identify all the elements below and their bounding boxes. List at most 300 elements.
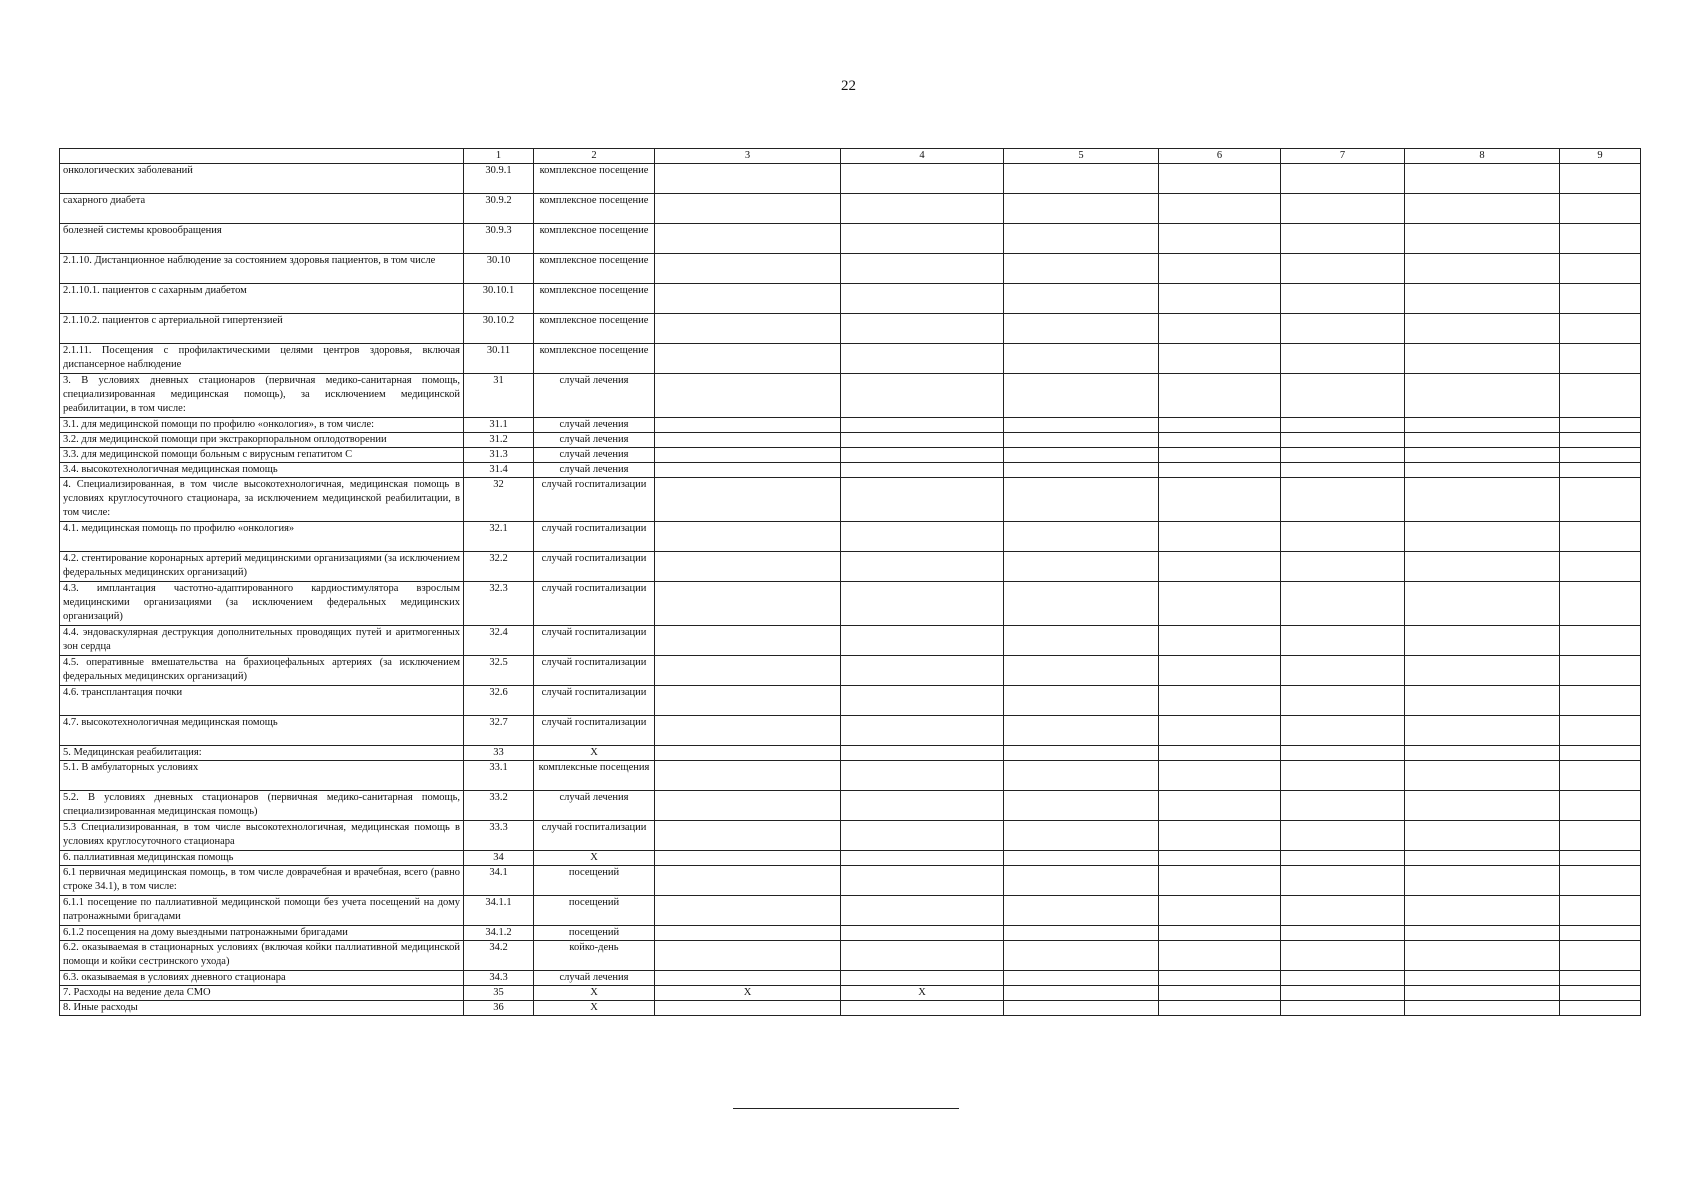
row-code: 32.7	[464, 716, 534, 746]
row-unit: случай госпитализации	[534, 716, 655, 746]
value-cell	[1159, 448, 1281, 463]
value-cell	[1560, 821, 1641, 851]
table-row	[60, 433, 1641, 448]
row-code: 32.6	[464, 686, 534, 716]
value-cell	[841, 164, 1004, 194]
value-cell	[655, 582, 841, 626]
table-row	[60, 746, 1641, 761]
value-cell	[1004, 971, 1159, 986]
value-cell	[1004, 791, 1159, 821]
row-unit: Х	[534, 746, 655, 761]
value-cell	[841, 656, 1004, 686]
header-cell: 1	[464, 149, 534, 164]
value-cell	[1159, 522, 1281, 552]
value-cell	[655, 626, 841, 656]
row-code: 32.4	[464, 626, 534, 656]
row-code: 30.10	[464, 254, 534, 284]
value-cell	[1004, 522, 1159, 552]
value-cell	[1281, 448, 1405, 463]
row-name: 5.3 Специализированная, в том числе высокотехнологичная, медицинская помощь в условиях круглосуточного стационара	[60, 821, 464, 851]
row-name: онкологических заболеваний	[60, 164, 464, 194]
row-unit: случай лечения	[534, 791, 655, 821]
value-cell	[1004, 746, 1159, 761]
value-cell	[841, 716, 1004, 746]
value-cell	[1560, 463, 1641, 478]
value-cell	[1159, 866, 1281, 896]
value-cell	[1004, 448, 1159, 463]
value-cell	[1405, 194, 1560, 224]
value-cell	[1159, 746, 1281, 761]
value-cell	[655, 761, 841, 791]
row-name: 2.1.10.1. пациентов с сахарным диабетом	[60, 284, 464, 314]
value-cell	[1405, 463, 1560, 478]
value-cell	[1004, 254, 1159, 284]
table-row	[60, 522, 1641, 552]
value-cell	[1405, 656, 1560, 686]
value-cell	[1159, 478, 1281, 522]
row-code: 31.2	[464, 433, 534, 448]
value-cell	[841, 1001, 1004, 1016]
row-name: 3.4. высокотехнологичная медицинская помощь	[60, 463, 464, 478]
value-cell	[1004, 626, 1159, 656]
row-name: болезней системы кровообращения	[60, 224, 464, 254]
value-cell	[1405, 344, 1560, 374]
value-cell	[1281, 194, 1405, 224]
row-name: 7. Расходы на ведение дела СМО	[60, 986, 464, 1001]
table-row	[60, 761, 1641, 791]
value-cell	[1004, 374, 1159, 418]
value-cell	[1159, 344, 1281, 374]
value-cell	[1560, 851, 1641, 866]
value-cell	[1281, 716, 1405, 746]
table-row	[60, 314, 1641, 344]
value-cell	[1405, 284, 1560, 314]
table-row	[60, 552, 1641, 582]
value-cell	[1560, 971, 1641, 986]
value-cell	[1560, 791, 1641, 821]
row-unit: комплексное посещение	[534, 164, 655, 194]
value-cell	[1159, 254, 1281, 284]
table-row	[60, 344, 1641, 374]
row-code: 33.3	[464, 821, 534, 851]
value-cell	[1405, 224, 1560, 254]
value-cell	[841, 941, 1004, 971]
value-cell	[1159, 194, 1281, 224]
value-cell	[841, 448, 1004, 463]
value-cell	[1281, 314, 1405, 344]
table-row	[60, 448, 1641, 463]
value-cell	[1560, 746, 1641, 761]
value-cell	[655, 552, 841, 582]
value-cell	[841, 971, 1004, 986]
value-cell	[1159, 284, 1281, 314]
value-cell	[1281, 851, 1405, 866]
value-cell	[1004, 418, 1159, 433]
value-cell	[1405, 971, 1560, 986]
table-row	[60, 626, 1641, 656]
value-cell	[1281, 686, 1405, 716]
table-row	[60, 194, 1641, 224]
value-cell	[1159, 821, 1281, 851]
header-row	[60, 149, 1641, 164]
row-unit: случай госпитализации	[534, 821, 655, 851]
value-cell	[1281, 254, 1405, 284]
value-cell	[1405, 418, 1560, 433]
value-cell	[1405, 866, 1560, 896]
row-code: 31.3	[464, 448, 534, 463]
table-row	[60, 821, 1641, 851]
row-name: 6. паллиативная медицинская помощь	[60, 851, 464, 866]
value-cell	[655, 344, 841, 374]
value-cell	[1004, 433, 1159, 448]
value-cell	[1281, 582, 1405, 626]
value-cell	[1281, 1001, 1405, 1016]
value-cell	[1159, 716, 1281, 746]
row-unit: Х	[534, 851, 655, 866]
table-row	[60, 1001, 1641, 1016]
row-code: 35	[464, 986, 534, 1001]
value-cell	[1159, 418, 1281, 433]
value-cell	[1159, 1001, 1281, 1016]
value-cell	[655, 314, 841, 344]
table-row	[60, 164, 1641, 194]
value-cell	[841, 746, 1004, 761]
table-row	[60, 986, 1641, 1001]
row-code: 34.1.2	[464, 926, 534, 941]
value-cell: Х	[655, 986, 841, 1001]
value-cell	[1281, 896, 1405, 926]
row-unit: случай лечения	[534, 463, 655, 478]
value-cell	[1281, 552, 1405, 582]
row-name: 6.3. оказываемая в условиях дневного стационара	[60, 971, 464, 986]
value-cell	[1281, 626, 1405, 656]
row-code: 30.9.1	[464, 164, 534, 194]
row-code: 34.2	[464, 941, 534, 971]
value-cell	[1560, 1001, 1641, 1016]
value-cell	[1004, 821, 1159, 851]
value-cell	[1281, 656, 1405, 686]
value-cell	[1159, 926, 1281, 941]
header-cell: 8	[1405, 149, 1560, 164]
value-cell	[1281, 986, 1405, 1001]
row-code: 34.3	[464, 971, 534, 986]
table-row	[60, 582, 1641, 626]
value-cell	[1281, 224, 1405, 254]
value-cell	[1405, 254, 1560, 284]
value-cell	[841, 194, 1004, 224]
table-row	[60, 971, 1641, 986]
row-code: 30.9.2	[464, 194, 534, 224]
header-cell: 4	[841, 149, 1004, 164]
value-cell	[655, 1001, 841, 1016]
row-unit: случай госпитализации	[534, 686, 655, 716]
value-cell	[655, 433, 841, 448]
table-row	[60, 851, 1641, 866]
value-cell	[1281, 433, 1405, 448]
value-cell	[1560, 582, 1641, 626]
row-unit: случай лечения	[534, 418, 655, 433]
value-cell	[1560, 626, 1641, 656]
value-cell	[1405, 716, 1560, 746]
value-cell	[655, 284, 841, 314]
value-cell	[655, 896, 841, 926]
value-cell	[1159, 463, 1281, 478]
value-cell	[1004, 194, 1159, 224]
row-unit: комплексные посещения	[534, 761, 655, 791]
value-cell	[1405, 761, 1560, 791]
row-name: 4.5. оперативные вмешательства на брахиоцефальных артериях (за исключением федеральных медицинских организаций)	[60, 656, 464, 686]
row-code: 31.1	[464, 418, 534, 433]
row-name: 2.1.10. Дистанционное наблюдение за состоянием здоровья пациентов, в том числе	[60, 254, 464, 284]
value-cell	[1281, 791, 1405, 821]
value-cell	[1281, 761, 1405, 791]
header-cell: 2	[534, 149, 655, 164]
row-name: сахарного диабета	[60, 194, 464, 224]
table-row	[60, 926, 1641, 941]
row-code: 32.1	[464, 522, 534, 552]
row-code: 31.4	[464, 463, 534, 478]
header-cell: 9	[1560, 149, 1641, 164]
row-name: 3. В условиях дневных стационаров (первичная медико-санитарная помощь, специализированная медицинская помощь), за исключением медицинской реабилитации, в том числе:	[60, 374, 464, 418]
value-cell	[1004, 941, 1159, 971]
value-cell	[1004, 552, 1159, 582]
value-cell	[1560, 896, 1641, 926]
row-unit: посещений	[534, 866, 655, 896]
row-unit: комплексное посещение	[534, 314, 655, 344]
value-cell	[1004, 716, 1159, 746]
value-cell	[1281, 746, 1405, 761]
value-cell	[1405, 686, 1560, 716]
value-cell	[1405, 164, 1560, 194]
value-cell	[841, 522, 1004, 552]
value-cell	[655, 791, 841, 821]
row-code: 31	[464, 374, 534, 418]
row-unit: случай госпитализации	[534, 522, 655, 552]
value-cell	[1405, 941, 1560, 971]
table-row	[60, 418, 1641, 433]
value-cell	[1159, 761, 1281, 791]
table-row	[60, 656, 1641, 686]
row-code: 34	[464, 851, 534, 866]
value-cell	[841, 926, 1004, 941]
value-cell	[1405, 552, 1560, 582]
header-cell: 5	[1004, 149, 1159, 164]
value-cell	[1560, 344, 1641, 374]
row-unit: посещений	[534, 926, 655, 941]
value-cell	[841, 686, 1004, 716]
row-name: 4.3. имплантация частотно-адаптированного кардиостимулятора взрослым медицинскими организациями (за исключением федеральных медицинских организаций)	[60, 582, 464, 626]
value-cell	[1405, 478, 1560, 522]
value-cell	[1004, 656, 1159, 686]
row-name: 6.1.1 посещение по паллиативной медицинской помощи без учета посещений на дому патронажными бригадами	[60, 896, 464, 926]
footnote-separator	[733, 1108, 959, 1109]
value-cell	[1281, 478, 1405, 522]
value-cell	[841, 761, 1004, 791]
value-cell	[1004, 582, 1159, 626]
value-cell	[1405, 986, 1560, 1001]
row-code: 36	[464, 1001, 534, 1016]
value-cell	[841, 374, 1004, 418]
row-name: 8. Иные расходы	[60, 1001, 464, 1016]
value-cell	[1560, 552, 1641, 582]
value-cell	[841, 284, 1004, 314]
row-code: 32	[464, 478, 534, 522]
value-cell	[1159, 851, 1281, 866]
row-unit: комплексное посещение	[534, 194, 655, 224]
value-cell	[1281, 971, 1405, 986]
value-cell	[841, 896, 1004, 926]
value-cell	[1405, 851, 1560, 866]
table-row	[60, 374, 1641, 418]
row-name: 6.2. оказываемая в стационарных условиях (включая койки паллиативной медицинской помощи и койки сестринского ухода)	[60, 941, 464, 971]
value-cell	[1560, 761, 1641, 791]
value-cell: Х	[841, 986, 1004, 1001]
value-cell	[841, 344, 1004, 374]
row-name: 3.1. для медицинской помощи по профилю «онкология», в том числе:	[60, 418, 464, 433]
table-row	[60, 254, 1641, 284]
row-unit: случай госпитализации	[534, 656, 655, 686]
value-cell	[1159, 552, 1281, 582]
value-cell	[1560, 418, 1641, 433]
value-cell	[841, 314, 1004, 344]
value-cell	[655, 478, 841, 522]
table-row	[60, 284, 1641, 314]
value-cell	[1405, 746, 1560, 761]
value-cell	[1004, 1001, 1159, 1016]
row-name: 6.1.2 посещения на дому выездными патронажными бригадами	[60, 926, 464, 941]
value-cell	[1560, 224, 1641, 254]
table-row	[60, 896, 1641, 926]
value-cell	[655, 851, 841, 866]
header-cell	[60, 149, 464, 164]
value-cell	[1159, 224, 1281, 254]
value-cell	[655, 463, 841, 478]
value-cell	[1281, 463, 1405, 478]
header-cell: 6	[1159, 149, 1281, 164]
value-cell	[1004, 896, 1159, 926]
row-unit: посещений	[534, 896, 655, 926]
value-cell	[841, 433, 1004, 448]
value-cell	[1004, 866, 1159, 896]
row-code: 34.1.1	[464, 896, 534, 926]
table-row	[60, 463, 1641, 478]
row-name: 5. Медицинская реабилитация:	[60, 746, 464, 761]
row-name: 4. Специализированная, в том числе высокотехнологичная, медицинская помощь в условиях круглосуточного стационара, за исключением медицинской реабилитации, в том числе:	[60, 478, 464, 522]
value-cell	[841, 626, 1004, 656]
row-code: 30.9.3	[464, 224, 534, 254]
table-row	[60, 866, 1641, 896]
value-cell	[841, 224, 1004, 254]
value-cell	[841, 851, 1004, 866]
value-cell	[1281, 866, 1405, 896]
table-row	[60, 791, 1641, 821]
value-cell	[1281, 522, 1405, 552]
row-unit: случай лечения	[534, 971, 655, 986]
value-cell	[1004, 478, 1159, 522]
row-name: 3.3. для медицинской помощи больным с вирусным гепатитом С	[60, 448, 464, 463]
row-unit: случай госпитализации	[534, 626, 655, 656]
table-row	[60, 941, 1641, 971]
value-cell	[841, 552, 1004, 582]
value-cell	[1560, 478, 1641, 522]
row-unit: случай лечения	[534, 374, 655, 418]
value-cell	[1159, 971, 1281, 986]
row-code: 32.2	[464, 552, 534, 582]
value-cell	[1405, 448, 1560, 463]
value-cell	[655, 971, 841, 986]
value-cell	[1281, 284, 1405, 314]
value-cell	[1281, 821, 1405, 851]
value-cell	[1004, 284, 1159, 314]
value-cell	[1159, 941, 1281, 971]
value-cell	[1004, 986, 1159, 1001]
row-unit: Х	[534, 1001, 655, 1016]
value-cell	[655, 164, 841, 194]
value-cell	[1405, 314, 1560, 344]
row-unit: комплексное посещение	[534, 254, 655, 284]
value-cell	[1560, 314, 1641, 344]
value-cell	[1004, 761, 1159, 791]
value-cell	[1281, 374, 1405, 418]
value-cell	[1560, 374, 1641, 418]
value-cell	[1004, 926, 1159, 941]
value-cell	[1159, 374, 1281, 418]
value-cell	[655, 522, 841, 552]
row-unit: комплексное посещение	[534, 284, 655, 314]
value-cell	[1560, 686, 1641, 716]
value-cell	[1159, 791, 1281, 821]
table-row	[60, 224, 1641, 254]
page-number: 22	[841, 78, 856, 94]
table-row	[60, 478, 1641, 522]
row-name: 5.2. В условиях дневных стационаров (первичная медико-санитарная помощь, специализированная медицинская помощь)	[60, 791, 464, 821]
value-cell	[1159, 656, 1281, 686]
row-unit: случай госпитализации	[534, 552, 655, 582]
value-cell	[1004, 463, 1159, 478]
value-cell	[655, 746, 841, 761]
value-cell	[655, 374, 841, 418]
row-code: 34.1	[464, 866, 534, 896]
value-cell	[1405, 821, 1560, 851]
value-cell	[1281, 418, 1405, 433]
row-name: 5.1. В амбулаторных условиях	[60, 761, 464, 791]
value-cell	[655, 716, 841, 746]
row-unit: койко-день	[534, 941, 655, 971]
row-code: 32.3	[464, 582, 534, 626]
value-cell	[1004, 314, 1159, 344]
table-row	[60, 686, 1641, 716]
value-cell	[1159, 433, 1281, 448]
value-cell	[655, 448, 841, 463]
value-cell	[655, 866, 841, 896]
value-cell	[1004, 851, 1159, 866]
row-code: 30.10.1	[464, 284, 534, 314]
row-unit: случай лечения	[534, 433, 655, 448]
value-cell	[841, 478, 1004, 522]
value-cell	[1405, 626, 1560, 656]
value-cell	[1560, 926, 1641, 941]
row-code: 33.2	[464, 791, 534, 821]
value-cell	[1405, 791, 1560, 821]
row-name: 4.2. стентирование коронарных артерий медицинскими организациями (за исключением федеральных медицинских организаций)	[60, 552, 464, 582]
value-cell	[1560, 656, 1641, 686]
row-name: 4.4. эндоваскулярная деструкция дополнительных проводящих путей и аритмогенных зон сердца	[60, 626, 464, 656]
value-cell	[1405, 896, 1560, 926]
header-cell: 3	[655, 149, 841, 164]
value-cell	[1405, 582, 1560, 626]
value-cell	[1560, 866, 1641, 896]
row-code: 30.11	[464, 344, 534, 374]
